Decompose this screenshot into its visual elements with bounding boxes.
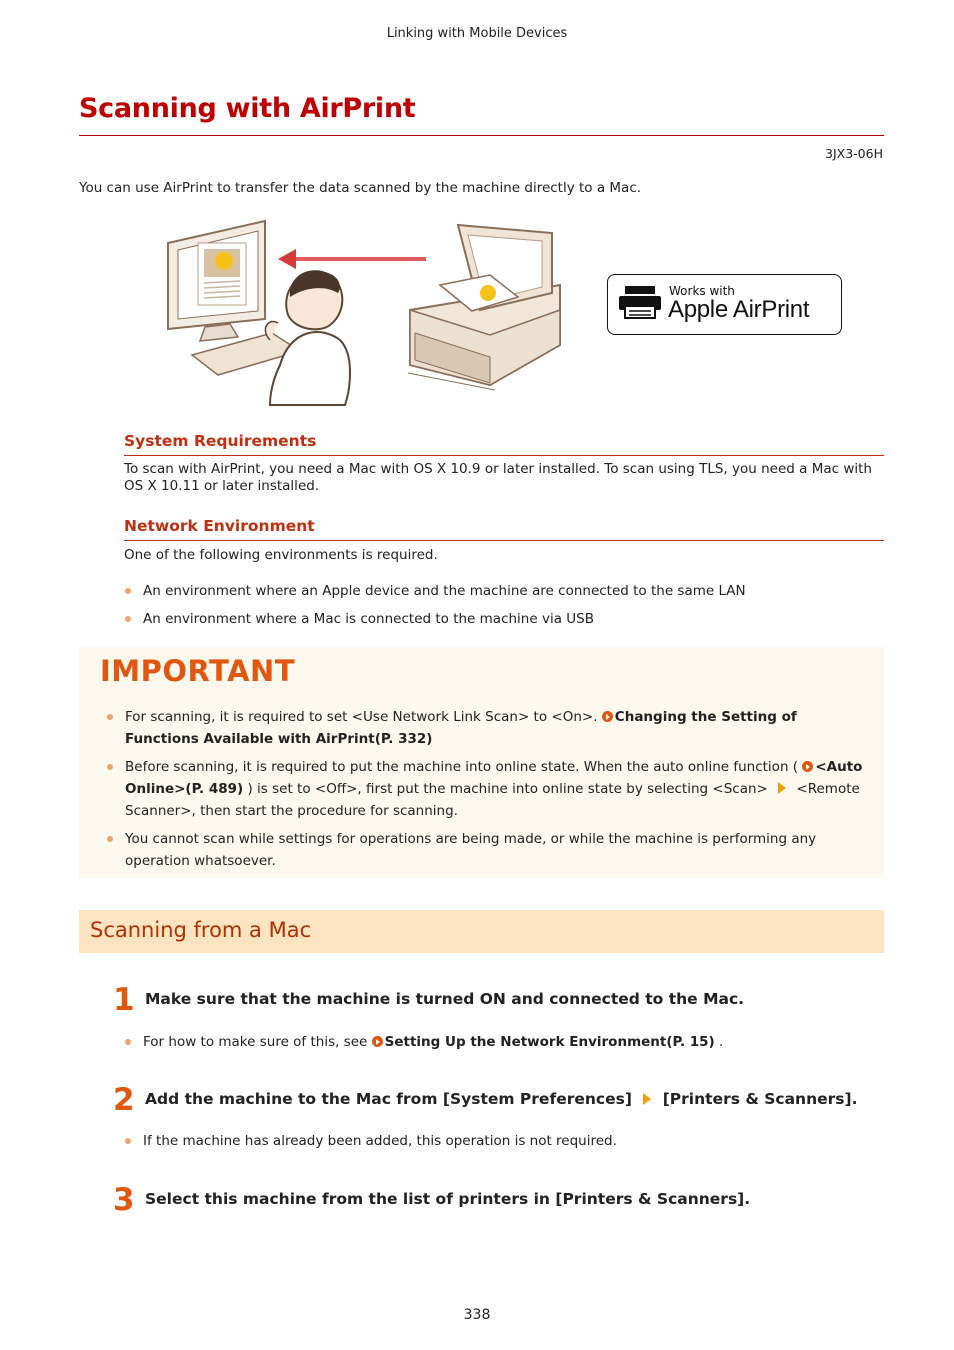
scanner-icon xyxy=(408,225,560,390)
list-item: For how to make sure of this, see Setting Up the Network Environment(P. 15) . xyxy=(125,1031,865,1053)
step-2-notes xyxy=(125,1130,865,1158)
link-arrow-icon xyxy=(602,711,613,722)
step-number: 2 xyxy=(113,1082,135,1118)
list-item: Before scanning, it is required to put the machine into online state. When the auto online function ( <Auto Online>(P. 489) ) is set to <Off>, first put the machine into online state by selecting <Scan> <Remote Scanner>, then start the procedure for scanning. xyxy=(107,756,867,822)
list-item: You cannot scan while settings for operations are being made, or while the machine is performing any operation whatsoever. xyxy=(107,828,867,872)
system-requirements-rule xyxy=(124,455,884,456)
list-item: An environment where an Apple device and the machine are connected to the same LAN xyxy=(125,580,865,602)
arrow-left-icon xyxy=(278,249,426,269)
important-list xyxy=(107,706,867,878)
network-environment-text: One of the following environments is required. xyxy=(124,547,438,563)
printer-icon xyxy=(619,286,663,322)
step-3-text: Select this machine from the list of printers in [Printers & Scanners]. xyxy=(145,1190,751,1208)
step-2-text: Add the machine to the Mac from [System Preferences] [Printers & Scanners]. xyxy=(145,1090,858,1108)
system-requirements-heading: System Requirements xyxy=(124,432,317,450)
network-environment-list xyxy=(125,580,865,636)
menu-arrow-icon xyxy=(643,1093,651,1105)
title-rule xyxy=(79,135,884,136)
badge-works-with: Works with xyxy=(669,284,735,298)
list-item: For scanning, it is required to set <Use Network Link Scan> to <On>. Changing the Setting of Functions Available with AirPrint(P. 332) xyxy=(107,706,867,750)
link-auto-online[interactable]: <Auto Online>(P. 489) xyxy=(125,759,863,797)
step-number: 3 xyxy=(113,1182,135,1218)
monitor-icon xyxy=(168,221,265,341)
running-head: Linking with Mobile Devices xyxy=(386,26,568,41)
scan-to-mac-illustration xyxy=(160,215,570,410)
document-id: 3JX3-06H xyxy=(825,146,883,161)
section-title: Scanning from a Mac xyxy=(90,918,312,942)
link-arrow-icon xyxy=(802,761,813,772)
page-title: Scanning with AirPrint xyxy=(79,93,416,124)
link-arrow-icon xyxy=(372,1036,383,1047)
badge-brand: Apple AirPrint xyxy=(668,296,810,323)
step-number: 1 xyxy=(113,982,135,1018)
step-1-notes xyxy=(125,1031,865,1059)
menu-arrow-icon xyxy=(778,782,786,794)
system-requirements-text: To scan with AirPrint, you need a Mac with OS X 10.9 or later installed. To scan using TLS, you need a Mac with OS X 10.11 or later installed. xyxy=(124,461,872,494)
intro-paragraph: You can use AirPrint to transfer the data scanned by the machine directly to a Mac. xyxy=(79,180,642,196)
step-1-text: Make sure that the machine is turned ON and connected to the Mac. xyxy=(145,990,745,1008)
list-item: An environment where a Mac is connected to the machine via USB xyxy=(125,608,865,630)
page-number: 338 xyxy=(463,1307,491,1323)
list-item: If the machine has already been added, this operation is not required. xyxy=(125,1130,865,1152)
network-environment-rule xyxy=(124,540,884,541)
link-network-environment[interactable]: Setting Up the Network Environment(P. 15) xyxy=(384,1034,715,1050)
important-title: IMPORTANT xyxy=(100,654,296,688)
link-changing-settings[interactable]: Changing the Setting of Functions Available with AirPrint(P. 332) xyxy=(125,709,797,747)
network-environment-heading: Network Environment xyxy=(124,517,315,535)
